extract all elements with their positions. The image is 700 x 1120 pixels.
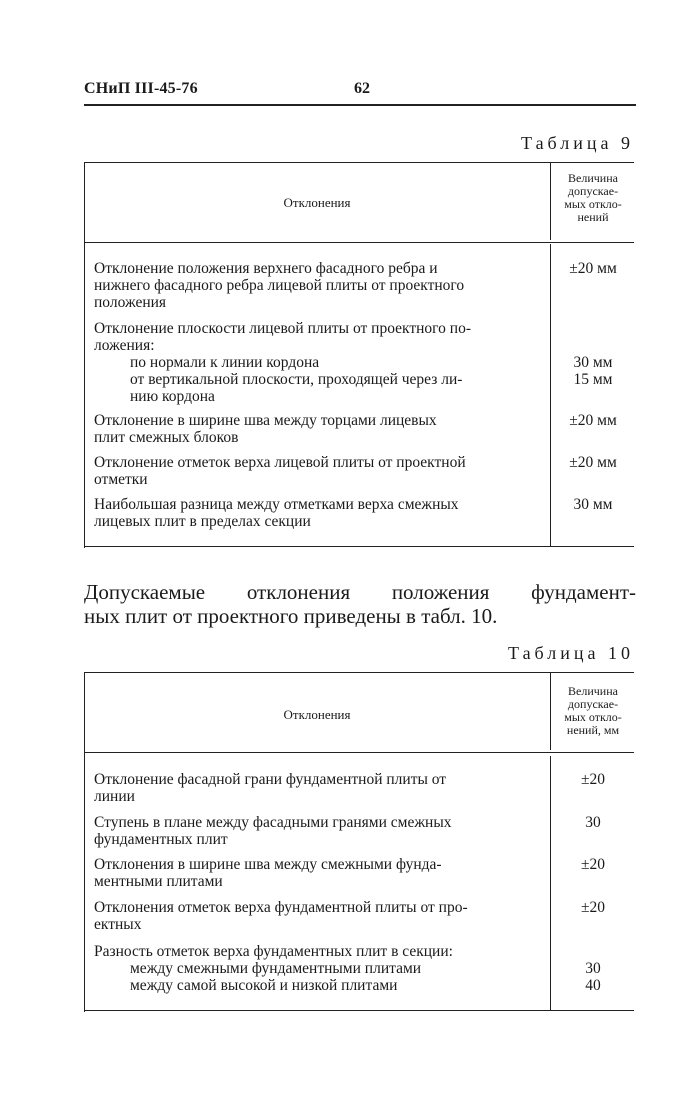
value-line: 15 мм	[573, 371, 613, 388]
row-description	[94, 496, 546, 530]
row-description	[94, 856, 546, 890]
paragraph-line: ных плит от проектного приведены в табл. 10.	[84, 604, 498, 628]
table-column-divider	[550, 756, 551, 1010]
description-line: Отклонение положения верхнего фасадного ребра и	[94, 260, 438, 277]
body-paragraph	[84, 580, 636, 628]
column-header-tolerance	[552, 172, 634, 224]
column-header-line: нений, мм	[566, 723, 620, 737]
value-line: 40	[585, 977, 601, 994]
row-value: ±20	[580, 771, 605, 788]
table-bottom-rule	[84, 546, 634, 547]
row-description	[94, 320, 546, 405]
table-top-rule	[84, 672, 634, 673]
column-header-line: мых откло-	[564, 710, 622, 724]
page-number: 62	[354, 80, 370, 97]
table-left-border	[84, 162, 85, 548]
table-9	[84, 162, 634, 548]
table-column-divider	[550, 244, 551, 546]
column-header-line: нений	[577, 210, 609, 224]
row-description	[94, 412, 546, 446]
column-header-deviations: Отклонения	[283, 195, 351, 210]
description-subitem: между самой высокой и низкой плитами	[130, 977, 398, 994]
description-line: Ступень в плане между фасадными гранями смежных	[94, 814, 452, 831]
column-header-line: мых откло-	[564, 197, 622, 211]
description-line: Отклонение фасадной грани фундаментной плиты от	[94, 771, 447, 788]
page-header	[84, 80, 636, 104]
row-description	[94, 260, 546, 311]
row-value: ±20 мм	[569, 412, 617, 429]
description-line: лицевых плит в пределах секции	[94, 513, 311, 530]
column-header-line: Величина	[568, 684, 618, 698]
table-header-rule	[84, 752, 634, 753]
description-line: отметки	[94, 471, 148, 488]
row-description	[94, 943, 546, 994]
description-line: ментными плитами	[94, 873, 223, 890]
description-line: Отклонение плоскости лицевой плиты от проектного по-	[94, 320, 471, 337]
description-line: Отклонения отметок верха фундаментной плиты от про-	[94, 899, 468, 916]
table-bottom-rule	[84, 1010, 634, 1011]
column-header-deviations: Отклонения	[283, 707, 351, 722]
description-subitem: по нормали к линии кордона	[130, 354, 320, 371]
description-line: линии	[94, 788, 135, 805]
description-line: Наибольшая разница между отметками верха смежных	[94, 496, 459, 513]
header-rule	[84, 104, 636, 106]
table-10	[84, 672, 634, 1012]
description-line: нижнего фасадного ребра лицевой плиты от проектного	[94, 277, 465, 294]
paragraph-line: Допускаемые отклонения положения фундамент-	[84, 580, 636, 604]
table-column-divider	[550, 672, 551, 750]
document-code: СНиП III-45-76	[84, 80, 198, 97]
column-header-line: допускае-	[567, 184, 619, 198]
row-value: ±20 мм	[569, 454, 617, 471]
column-header-line: Величина	[568, 171, 618, 185]
description-line: плит смежных блоков	[94, 429, 239, 446]
description-line: Разность отметок верха фундаментных плит в секции:	[94, 943, 453, 960]
row-description	[94, 814, 546, 848]
row-value	[554, 354, 632, 388]
table-10-title: Таблица 10	[508, 643, 634, 663]
row-value: ±20	[580, 899, 605, 916]
description-line: фундаментных плит	[94, 831, 228, 848]
description-subitem: от вертикальной плоскости, проходящей через ли-	[130, 371, 463, 388]
description-line: ложения:	[94, 337, 155, 354]
table-9-title: Таблица 9	[521, 133, 634, 153]
column-header-tolerance	[552, 685, 634, 737]
row-value: 30	[585, 814, 601, 831]
description-subitem: между смежными фундаментными плитами	[130, 960, 422, 977]
table-column-divider	[550, 162, 551, 240]
row-description	[94, 771, 546, 805]
description-line: ектных	[94, 916, 142, 933]
description-line: Отклонение отметок верха лицевой плиты от проектной	[94, 454, 466, 471]
description-line: положения	[94, 294, 167, 311]
table-top-rule	[84, 162, 634, 163]
description-subitem: нию кордона	[130, 388, 215, 405]
row-value	[554, 960, 632, 994]
row-description	[94, 899, 546, 933]
row-value: ±20 мм	[569, 260, 617, 277]
row-value: ±20	[580, 856, 605, 873]
description-line: Отклонения в ширине шва между смежными фунда-	[94, 856, 442, 873]
table-left-border	[84, 672, 85, 1012]
description-line: Отклонение в ширине шва между торцами лицевых	[94, 412, 437, 429]
value-line: 30 мм	[573, 354, 613, 371]
column-header-line: допускае-	[567, 697, 619, 711]
value-line: 30	[585, 960, 601, 977]
table-header-rule	[84, 242, 634, 243]
row-value: 30 мм	[573, 496, 613, 513]
row-description	[94, 454, 546, 488]
